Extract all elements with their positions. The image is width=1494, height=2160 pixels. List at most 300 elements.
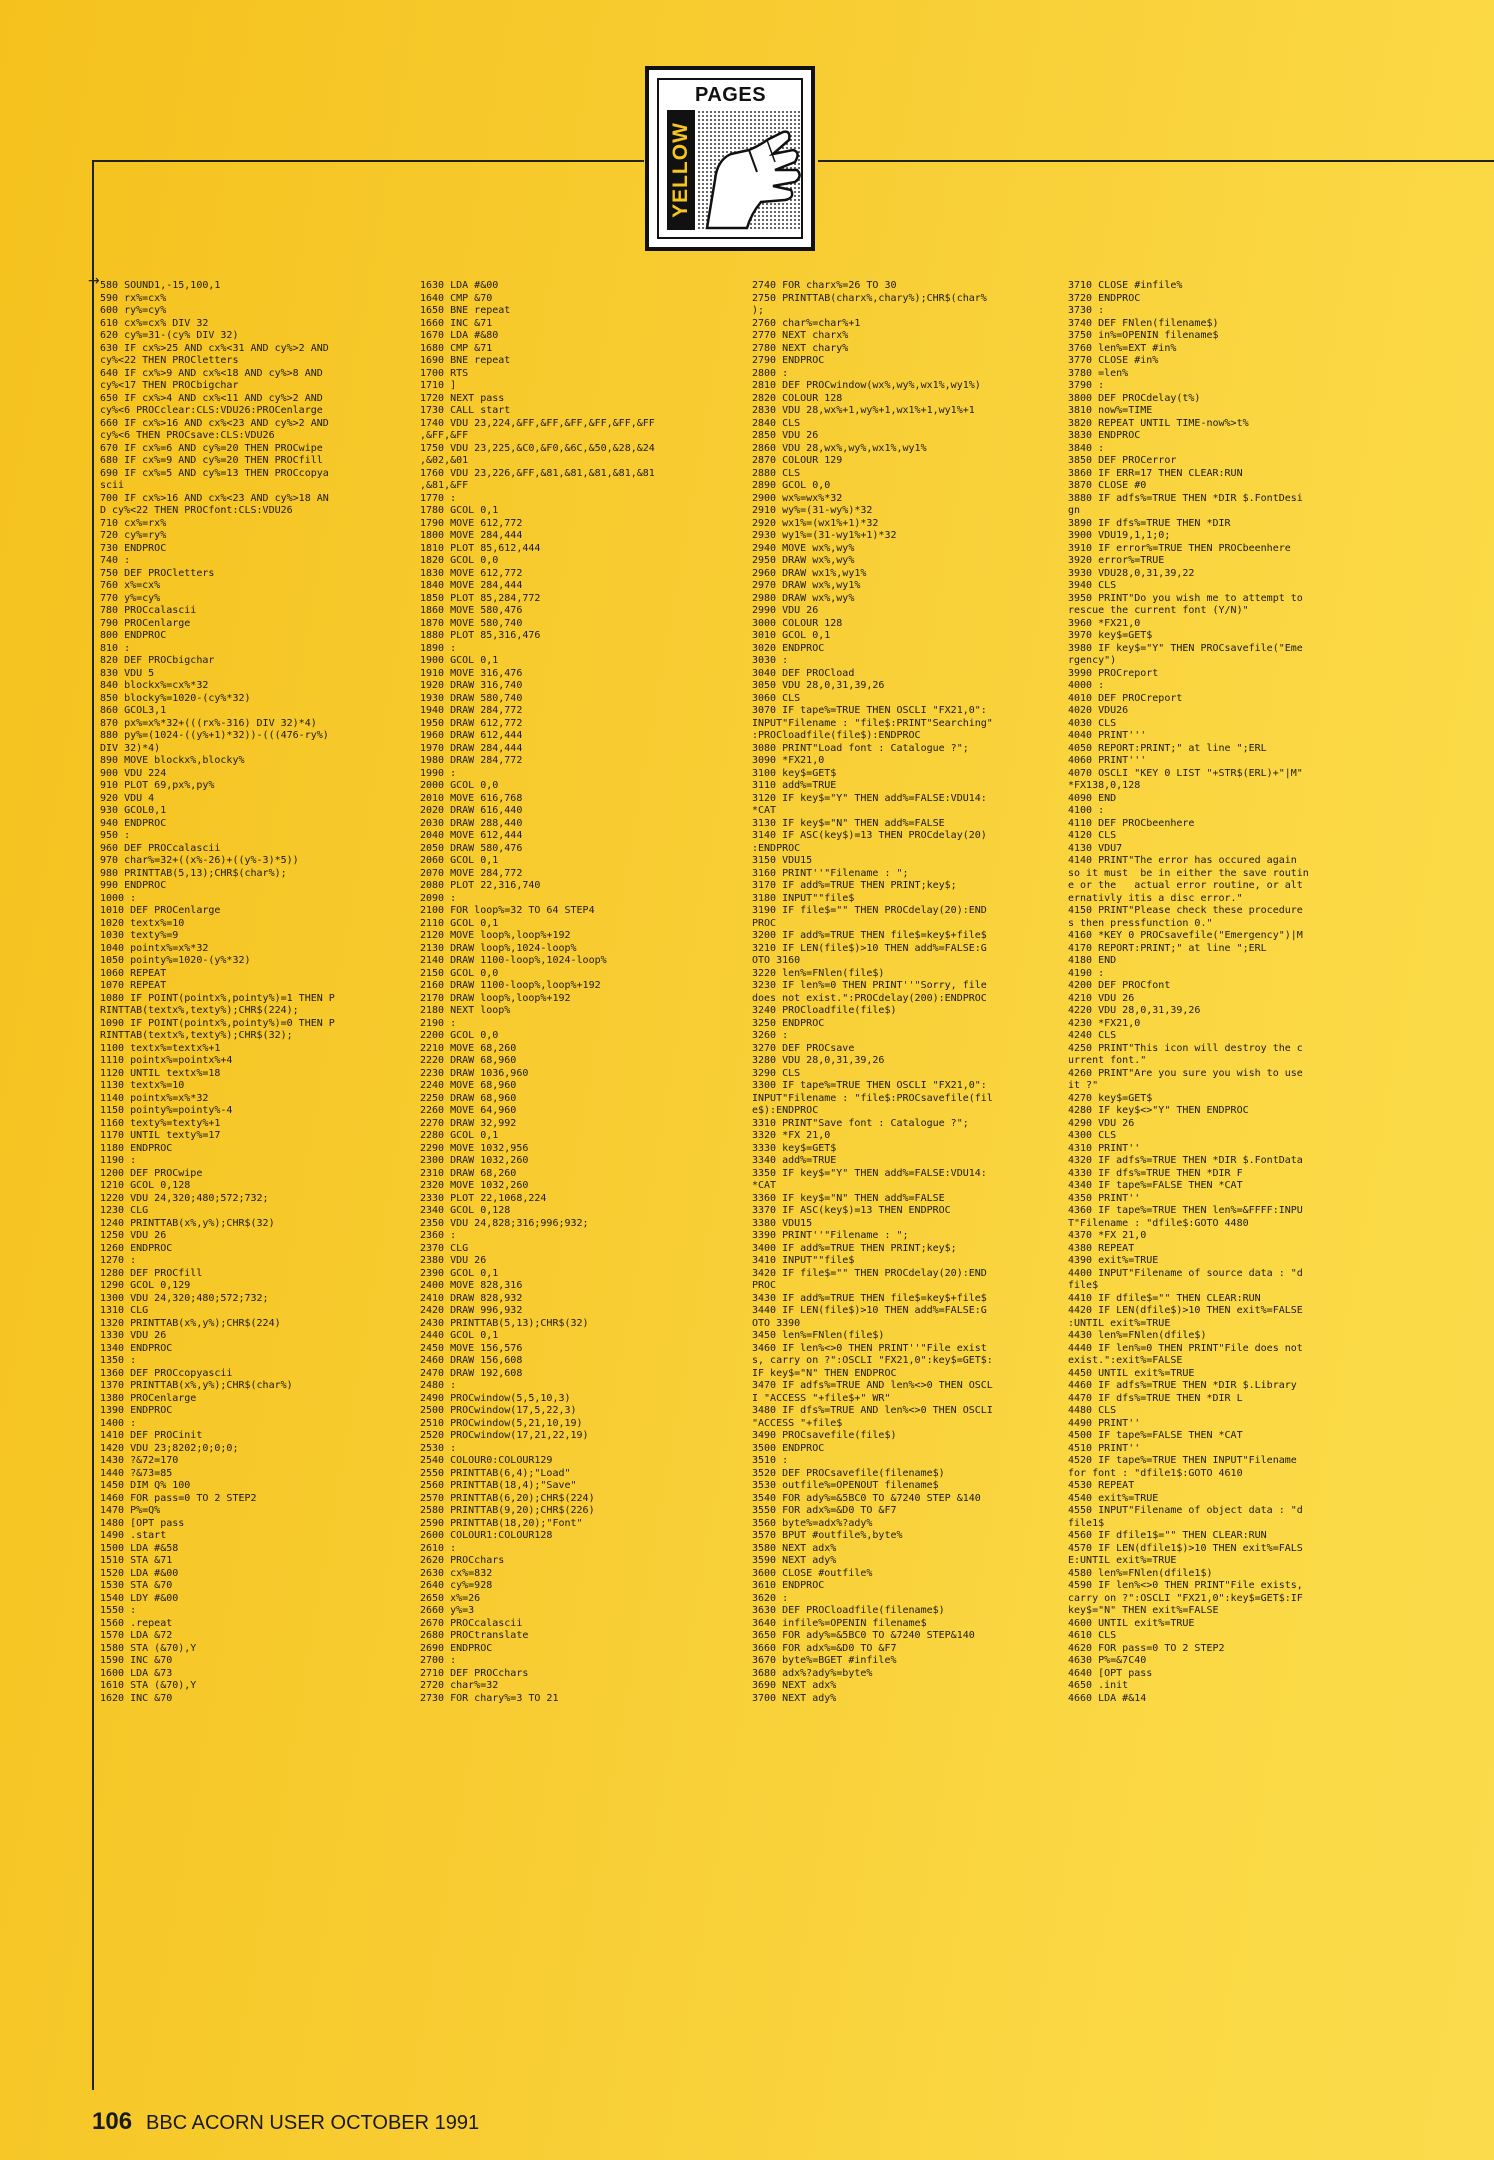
code-line: 4350 PRINT'' <box>1068 1192 1141 1204</box>
code-line: 3810 now%=TIME <box>1068 405 1153 416</box>
code-line: 720 cy%=ry% <box>100 530 167 541</box>
code-line: 2340 GCOL 0,128 <box>420 1205 511 1216</box>
code-line: 1150 pointy%=pointy%-4 <box>100 1105 233 1116</box>
code-line: 1350 : <box>100 1355 137 1366</box>
code-line: 2150 GCOL 0,0 <box>420 967 499 979</box>
code-line: 2820 COLOUR 128 <box>752 392 843 404</box>
code-line: 1320 PRINTTAB(x%,y%);CHR$(224) <box>100 1317 281 1329</box>
code-line: 3240 PROCloadfile(file$) <box>752 1005 897 1016</box>
code-line: RINTTAB(textx%,texty%);CHR$(32); <box>100 1030 293 1041</box>
code-line: 740 : <box>100 555 131 566</box>
code-line: 1590 INC &70 <box>100 1655 173 1666</box>
code-line: 1880 PLOT 85,316,476 <box>420 630 541 641</box>
code-line: T"Filename : "dfile$:GOTO 4480 <box>1068 1217 1249 1229</box>
code-line: 3980 IF key$="Y" THEN PROCsavefile("Eme <box>1068 642 1303 654</box>
code-line: 1410 DEF PROCinit <box>100 1430 203 1441</box>
code-line: 2920 wx1%=(wx1%+1)*32 <box>752 517 879 529</box>
code-line: 1440 ?&73=85 <box>100 1467 173 1479</box>
code-line: 2930 wy1%=(31-wy1%+1)*32 <box>752 530 897 541</box>
code-line: 940 ENDPROC <box>100 817 167 829</box>
code-line: PROC <box>752 1280 777 1291</box>
code-line: 810 : <box>100 642 131 654</box>
code-line: 4470 IF dfs%=TRUE THEN *DIR L <box>1068 1392 1243 1404</box>
code-line: 3540 FOR ady%=&5BC0 TO &7240 STEP &140 <box>752 1492 981 1504</box>
code-line: 2600 COLOUR1:COLOUR128 <box>420 1530 553 1541</box>
code-line: 1640 CMP &70 <box>420 292 493 304</box>
code-line: cy%<17 THEN PROCbigchar <box>100 380 239 391</box>
code-line: 1300 VDU 24,320;480;572;732; <box>100 1292 269 1304</box>
code-line: 4570 IF LEN(dfile1$)>10 THEN exit%=FALS <box>1068 1542 1303 1554</box>
code-line: 1940 DRAW 284,772 <box>420 705 523 716</box>
code-line: 4380 REPEAT <box>1068 1242 1135 1254</box>
code-line: cy%<22 THEN PROCletters <box>100 355 239 366</box>
code-line: 2870 COLOUR 129 <box>752 455 843 466</box>
code-line: 2720 char%=32 <box>420 1680 499 1691</box>
code-line: 1000 : <box>100 892 137 904</box>
code-line: D cy%<22 THEN PROCfont:CLS:VDU26 <box>100 505 293 516</box>
code-line: 3060 CLS <box>752 692 801 704</box>
code-line: 3120 IF key$="Y" THEN add%=FALSE:VDU14: <box>752 792 987 804</box>
code-line: 2480 : <box>420 1380 457 1391</box>
code-line: 3640 infile%=OPENIN filename$ <box>752 1617 927 1629</box>
code-line: 3050 VDU 28,0,31,39,26 <box>752 680 885 691</box>
code-line: 3970 key$=GET$ <box>1068 630 1153 641</box>
code-line: 1340 ENDPROC <box>100 1342 173 1354</box>
code-line: 2100 FOR loop%=32 TO 64 STEP4 <box>420 905 595 916</box>
code-line: 4490 PRINT'' <box>1068 1417 1141 1429</box>
code-line: scii <box>100 480 125 491</box>
code-line: 2240 MOVE 68,960 <box>420 1080 517 1091</box>
code-line: 870 px%=x%*32+(((rx%-316) DIV 32)*4) <box>100 717 317 729</box>
code-line: 3430 IF add%=TRUE THEN file$=key$+file$ <box>752 1292 987 1304</box>
code-line: 3850 DEF PROCerror <box>1068 455 1177 466</box>
code-line: 2550 PRINTTAB(6,4);"Load" <box>420 1467 571 1479</box>
code-line: 2450 MOVE 156,576 <box>420 1342 523 1354</box>
code-line: 2800 : <box>752 367 789 379</box>
code-line: so it must be in either the save routin <box>1068 867 1309 879</box>
code-line: 2490 PROCwindow(5,5,10,3) <box>420 1392 571 1404</box>
code-line: 1620 INC &70 <box>100 1692 173 1704</box>
page-footer <box>92 2108 479 2136</box>
code-line: 2990 VDU 26 <box>752 605 819 616</box>
code-line: rgency") <box>1068 655 1117 666</box>
code-line: *CAT <box>752 805 777 816</box>
hand-illustration-icon <box>697 110 803 230</box>
code-line: s, carry on ?":OSCLI "FX21,0":key$=GET$: <box>752 1355 993 1366</box>
code-line: 2140 DRAW 1100-loop%,1024-loop% <box>420 955 607 966</box>
code-line: OTO 3390 <box>752 1317 801 1329</box>
code-line: 3500 ENDPROC <box>752 1442 825 1454</box>
code-line: 820 DEF PROCbigchar <box>100 655 215 666</box>
code-line: 4480 CLS <box>1068 1405 1117 1416</box>
listing-column-2 <box>420 280 720 1705</box>
code-line: 590 rx%=cx% <box>100 292 167 304</box>
code-line: 4640 [OPT pass <box>1068 1667 1153 1679</box>
code-line: 4560 IF dfile1$="" THEN CLEAR:RUN <box>1068 1530 1267 1541</box>
code-line: 640 IF cx%>9 AND cx%<18 AND cy%>8 AND <box>100 367 323 379</box>
code-line: 3390 PRINT''"Filename : "; <box>752 1230 909 1241</box>
code-line: 2020 DRAW 616,440 <box>420 805 523 816</box>
code-line: 900 VDU 224 <box>100 767 167 779</box>
code-line: 1870 MOVE 580,740 <box>420 617 523 629</box>
code-line: 3580 NEXT adx% <box>752 1542 837 1554</box>
code-line: 1080 IF POINT(pointx%,pointy%)=1 THEN P <box>100 992 335 1004</box>
code-line: 2710 DEF PROCchars <box>420 1667 529 1679</box>
code-line: 3680 adx%?ady%=byte% <box>752 1667 873 1679</box>
code-line: 1480 [OPT pass <box>100 1517 185 1529</box>
code-line: 2110 GCOL 0,1 <box>420 917 499 929</box>
code-line: 3070 IF tape%=TRUE THEN OSCLI "FX21,0": <box>752 705 987 716</box>
code-line: 3650 FOR ady%=&5BC0 TO &7240 STEP&140 <box>752 1630 975 1641</box>
page-number: 106 <box>92 2108 133 2135</box>
code-line: 2940 MOVE wx%,wy% <box>752 542 855 554</box>
code-line: 1790 MOVE 612,772 <box>420 517 523 529</box>
code-line: 2430 PRINTTAB(5,13);CHR$(32) <box>420 1317 589 1329</box>
code-line: 3550 FOR adx%=&D0 TO &F7 <box>752 1505 897 1516</box>
code-line: 1710 ] <box>420 380 457 391</box>
code-line: 3180 INPUT""file$ <box>752 892 855 904</box>
code-line: 2500 PROCwindow(17,5,22,3) <box>420 1405 577 1416</box>
code-line: 1660 INC &71 <box>420 317 493 329</box>
code-line: 2680 PROCtranslate <box>420 1630 529 1641</box>
code-line: carry on ?":OSCLI "FX21,0":key$=GET$:IF <box>1068 1592 1303 1604</box>
code-line: 2160 DRAW 1100-loop%,loop%+192 <box>420 980 601 991</box>
code-line: 1310 CLG <box>100 1305 149 1316</box>
code-line: 3460 IF len%<>0 THEN PRINT''"File exist <box>752 1342 987 1354</box>
code-line: 1070 REPEAT <box>100 980 167 991</box>
code-line: 1400 : <box>100 1417 137 1429</box>
code-line: 1030 texty%=9 <box>100 930 179 941</box>
code-line: 4090 END <box>1068 792 1117 804</box>
code-line: 2060 GCOL 0,1 <box>420 855 499 866</box>
code-line: :ENDPROC <box>752 842 801 854</box>
code-line: 3020 ENDPROC <box>752 642 825 654</box>
code-line: 2620 PROCchars <box>420 1555 505 1566</box>
code-line: 2260 MOVE 64,960 <box>420 1105 517 1116</box>
code-line: 4520 IF tape%=TRUE THEN INPUT"Filename <box>1068 1455 1297 1466</box>
code-line: 2470 DRAW 192,608 <box>420 1367 523 1379</box>
code-line: 3860 IF ERR=17 THEN CLEAR:RUN <box>1068 467 1243 479</box>
code-line: 860 GCOL3,1 <box>100 705 167 716</box>
code-line: 1040 pointx%=x%*32 <box>100 942 209 954</box>
code-line: it ?" <box>1068 1080 1099 1091</box>
code-line: 2080 PLOT 22,316,740 <box>420 880 541 891</box>
logo-frame <box>657 78 803 239</box>
code-line: 1180 ENDPROC <box>100 1142 173 1154</box>
code-line: 3270 DEF PROCsave <box>752 1042 855 1054</box>
code-line: 3140 IF ASC(key$)=13 THEN PROCdelay(20) <box>752 830 987 841</box>
code-line: 2440 GCOL 0,1 <box>420 1330 499 1341</box>
code-line: 4400 INPUT"Filename of source data : "d <box>1068 1267 1303 1279</box>
code-line: 660 IF cx%>16 AND cx%<23 AND cy%>2 AND <box>100 417 329 429</box>
code-line: 2730 FOR chary%=3 TO 21 <box>420 1692 559 1704</box>
code-line: 1550 : <box>100 1605 137 1616</box>
code-line: 1250 VDU 26 <box>100 1230 167 1241</box>
code-line: 2810 DEF PROCwindow(wx%,wy%,wx1%,wy1%) <box>752 380 981 391</box>
code-line: 4110 DEF PROCbeenhere <box>1068 817 1195 829</box>
code-line: 610 cx%=cx% DIV 32 <box>100 317 209 329</box>
code-line: 770 y%=cy% <box>100 592 161 604</box>
code-line: 1460 FOR pass=0 TO 2 STEP2 <box>100 1492 257 1504</box>
listing-column-3 <box>752 280 1062 1705</box>
code-line: 2210 MOVE 68,260 <box>420 1042 517 1054</box>
code-line: 3300 IF tape%=TRUE THEN OSCLI "FX21,0": <box>752 1080 987 1091</box>
code-line: 2610 : <box>420 1542 457 1554</box>
code-line: 4010 DEF PROCreport <box>1068 692 1183 704</box>
code-line: 3940 CLS <box>1068 580 1117 591</box>
code-line: 2750 PRINTTAB(charx%,chary%);CHR$(char% <box>752 292 987 304</box>
code-line: 1520 LDA #&00 <box>100 1567 179 1579</box>
code-line: 1970 DRAW 284,444 <box>420 742 523 754</box>
code-line: 2350 VDU 24,828;316;996;932; <box>420 1217 589 1229</box>
code-line: 3290 CLS <box>752 1067 801 1079</box>
code-line: 2390 GCOL 0,1 <box>420 1267 499 1279</box>
code-line: 4180 END <box>1068 955 1117 966</box>
code-line: 1200 DEF PROCwipe <box>100 1167 203 1179</box>
code-line: 3080 PRINT"Load font : Catalogue ?"; <box>752 742 969 754</box>
code-line: 3130 IF key$="N" THEN add%=FALSE <box>752 817 945 829</box>
code-line: 3110 add%=TRUE <box>752 780 837 791</box>
code-line: 1280 DEF PROCfill <box>100 1267 203 1279</box>
code-line: 1260 ENDPROC <box>100 1242 173 1254</box>
code-line: 2980 DRAW wx%,wy% <box>752 592 855 604</box>
code-line: 2050 DRAW 580,476 <box>420 842 523 854</box>
code-line: 1920 DRAW 316,740 <box>420 680 523 691</box>
code-line: 1680 CMP &71 <box>420 342 493 354</box>
code-line: 3770 CLOSE #in% <box>1068 355 1159 366</box>
code-line: 1600 LDA &73 <box>100 1667 173 1679</box>
code-line: 4060 PRINT''' <box>1068 755 1147 766</box>
code-line: 1490 .start <box>100 1530 167 1541</box>
code-line: 1650 BNE repeat <box>420 305 511 316</box>
code-line: 620 cy%=31-(cy% DIV 32) <box>100 330 239 341</box>
code-line: 3250 ENDPROC <box>752 1017 825 1029</box>
code-line: *FX138,0,128 <box>1068 780 1141 791</box>
code-line: 3780 =len% <box>1068 367 1129 379</box>
code-line: :PROCloadfile(file$):ENDPROC <box>752 730 921 741</box>
code-line: 760 x%=cx% <box>100 580 161 591</box>
code-line: 700 IF cx%>16 AND cx%<23 AND cy%>18 AN <box>100 492 329 504</box>
code-line: 580 SOUND1,-15,100,1 <box>100 280 221 291</box>
code-line: 4030 CLS <box>1068 717 1117 729</box>
code-line: 4500 IF tape%=FALSE THEN *CAT <box>1068 1430 1243 1441</box>
code-line: 3760 len%=EXT #in% <box>1068 342 1177 354</box>
code-line: 3150 VDU15 <box>752 855 813 866</box>
code-line: rescue the current font (Y/N)" <box>1068 605 1249 616</box>
code-line: 3660 FOR adx%=&D0 TO &F7 <box>752 1642 897 1654</box>
code-line: 2460 DRAW 156,608 <box>420 1355 523 1366</box>
code-line: 3610 ENDPROC <box>752 1580 825 1591</box>
code-line: 3490 PROCsavefile(file$) <box>752 1430 897 1441</box>
code-line: 4220 VDU 28,0,31,39,26 <box>1068 1005 1201 1016</box>
code-line: 3350 IF key$="Y" THEN add%=FALSE:VDU14: <box>752 1167 987 1179</box>
code-line: 3840 : <box>1068 442 1105 454</box>
code-line: 2280 GCOL 0,1 <box>420 1130 499 1141</box>
code-line: 4530 REPEAT <box>1068 1480 1135 1491</box>
code-line: DIV 32)*4) <box>100 742 161 754</box>
code-line: 4330 IF dfs%=TRUE THEN *DIR F <box>1068 1167 1243 1179</box>
code-line: 1240 PRINTTAB(x%,y%);CHR$(32) <box>100 1217 275 1229</box>
code-line: 4550 INPUT"Filename of object data : "d <box>1068 1505 1303 1516</box>
code-line: 3790 : <box>1068 380 1105 391</box>
code-line: 2270 DRAW 32,992 <box>420 1117 517 1129</box>
code-line: 1910 MOVE 316,476 <box>420 667 523 679</box>
code-line: 3600 CLOSE #outfile% <box>752 1567 873 1579</box>
code-line: 3720 ENDPROC <box>1068 292 1141 304</box>
code-line: 3320 *FX 21,0 <box>752 1130 831 1141</box>
code-line: 3160 PRINT''"Filename : "; <box>752 867 909 879</box>
code-line: file1$ <box>1068 1517 1105 1529</box>
code-line: 4200 DEF PROCfont <box>1068 980 1171 991</box>
code-line: 2950 DRAW wx%,wy% <box>752 555 855 566</box>
code-line: 1630 LDA #&00 <box>420 280 499 291</box>
code-line: 1360 DEF PROCcopyascii <box>100 1367 233 1379</box>
code-line: 4020 VDU26 <box>1068 705 1129 716</box>
code-line: 4300 CLS <box>1068 1130 1117 1141</box>
code-line: s then pressfunction 0." <box>1068 917 1213 929</box>
code-line: 1330 VDU 26 <box>100 1330 167 1341</box>
code-line: 3950 PRINT"Do you wish me to attempt to <box>1068 592 1303 604</box>
code-line: 630 IF cx%>25 AND cx%<31 AND cy%>2 AND <box>100 342 329 354</box>
code-line: 1980 DRAW 284,772 <box>420 755 523 766</box>
code-line: 1390 ENDPROC <box>100 1405 173 1416</box>
code-line: 3480 IF dfs%=TRUE AND len%<>0 THEN OSCLI <box>752 1405 993 1416</box>
code-line: 2300 DRAW 1032,260 <box>420 1155 529 1166</box>
code-line: 3230 IF len%=0 THEN PRINT''"Sorry, file <box>752 980 987 991</box>
code-line: 2520 PROCwindow(17,21,22,19) <box>420 1430 589 1441</box>
code-line: 4650 .init <box>1068 1680 1129 1691</box>
code-line: 2650 x%=26 <box>420 1592 481 1604</box>
code-line: 3200 IF add%=TRUE THEN file$=key$+file$ <box>752 930 987 941</box>
code-line: for font : "dfile1$:GOTO 4610 <box>1068 1467 1243 1479</box>
code-line: 3030 : <box>752 655 789 666</box>
code-line: 1090 IF POINT(pointx%,pointy%)=0 THEN P <box>100 1017 335 1029</box>
code-line: 4410 IF dfile$="" THEN CLEAR:RUN <box>1068 1292 1261 1304</box>
code-line: 2690 ENDPROC <box>420 1642 493 1654</box>
code-line: 3800 DEF PROCdelay(t%) <box>1068 392 1201 404</box>
code-line: 4100 : <box>1068 805 1105 816</box>
code-line: 4340 IF tape%=FALSE THEN *CAT <box>1068 1180 1243 1191</box>
code-line: 1810 PLOT 85,612,444 <box>420 542 541 554</box>
code-line: 2630 cx%=832 <box>420 1567 493 1579</box>
code-line: 3880 IF adfs%=TRUE THEN *DIR $.FontDesi <box>1068 492 1303 504</box>
code-line: 790 PROCenlarge <box>100 617 191 629</box>
code-line: 920 VDU 4 <box>100 792 155 804</box>
code-line: 3530 outfile%=OPENOUT filename$ <box>752 1480 939 1491</box>
code-line: 2760 char%=char%+1 <box>752 317 861 329</box>
code-line: 1780 GCOL 0,1 <box>420 505 499 516</box>
code-line: 2120 MOVE loop%,loop%+192 <box>420 930 571 941</box>
code-line: 1860 MOVE 580,476 <box>420 605 523 616</box>
code-line: ,&FF,&FF <box>420 430 469 441</box>
code-line: 1290 GCOL 0,129 <box>100 1280 191 1291</box>
code-line: 3670 byte%=BGET #infile% <box>752 1655 897 1666</box>
code-line: 3340 add%=TRUE <box>752 1155 837 1166</box>
code-line: 960 DEF PROCcalascii <box>100 842 221 854</box>
code-line: 3360 IF key$="N" THEN add%=FALSE <box>752 1192 945 1204</box>
code-line: urrent font." <box>1068 1055 1147 1066</box>
code-line: 4260 PRINT"Are you sure you wish to use <box>1068 1067 1303 1079</box>
code-line: 2910 wy%=(31-wy%)*32 <box>752 505 873 516</box>
code-line: 2780 NEXT chary% <box>752 342 849 354</box>
code-line: 1890 : <box>420 642 457 654</box>
code-line: 2700 : <box>420 1655 457 1666</box>
code-line: 3630 DEF PROCloadfile(filename$) <box>752 1605 945 1616</box>
code-line: 2590 PRINTTAB(18,20);"Font" <box>420 1517 583 1529</box>
code-line: 2530 : <box>420 1442 457 1454</box>
logo-pages-text: PAGES <box>695 84 767 106</box>
code-line: *CAT <box>752 1180 777 1191</box>
code-line: 2320 MOVE 1032,260 <box>420 1180 529 1191</box>
code-line: 1020 textx%=10 <box>100 917 185 929</box>
code-line: 1720 NEXT pass <box>420 392 505 404</box>
code-line: 1800 MOVE 284,444 <box>420 530 523 541</box>
code-line: 1530 STA &70 <box>100 1580 173 1591</box>
code-line: 4320 IF adfs%=TRUE THEN *DIR $.FontData <box>1068 1155 1303 1166</box>
code-line: key$="N" THEN exit%=FALSE <box>1068 1605 1219 1616</box>
code-line: 4610 CLS <box>1068 1630 1117 1641</box>
code-line: 1670 LDA #&80 <box>420 330 499 341</box>
code-line: 2040 MOVE 612,444 <box>420 830 523 841</box>
code-line: 1900 GCOL 0,1 <box>420 655 499 666</box>
code-line: 3570 BPUT #outfile%,byte% <box>752 1530 903 1541</box>
code-line: 830 VDU 5 <box>100 667 155 679</box>
code-line: 1130 textx%=10 <box>100 1080 185 1091</box>
code-line: 3750 in%=OPENIN filename$ <box>1068 330 1219 341</box>
code-line: 1190 : <box>100 1155 137 1166</box>
code-line: E:UNTIL exit%=TRUE <box>1068 1555 1177 1566</box>
code-line: 600 ry%=cy% <box>100 305 167 316</box>
code-line: 2190 : <box>420 1017 457 1029</box>
code-line: 1760 VDU 23,226,&FF,&81,&81,&81,&81,&81 <box>420 467 655 479</box>
code-line: 4460 IF adfs%=TRUE THEN *DIR $.Library <box>1068 1380 1297 1391</box>
code-line: 730 ENDPROC <box>100 542 167 554</box>
code-line: 1170 UNTIL texty%=17 <box>100 1130 221 1141</box>
code-line: 4430 len%=FNlen(dfile$) <box>1068 1330 1207 1341</box>
code-line: 930 GCOL0,1 <box>100 805 167 816</box>
code-line: 1770 : <box>420 492 457 504</box>
code-line: 680 IF cx%=9 AND cy%=20 THEN PROCfill <box>100 455 323 466</box>
code-line: 4070 OSCLI "KEY 0 LIST "+STR$(ERL)+"|M" <box>1068 767 1303 779</box>
code-line: 2420 DRAW 996,932 <box>420 1305 523 1316</box>
code-line: 2960 DRAW wx1%,wy1% <box>752 567 867 579</box>
listing-column-4 <box>1068 280 1378 1705</box>
code-line: ,&02,&01 <box>420 455 469 466</box>
code-line: 2360 : <box>420 1230 457 1241</box>
code-line: 990 ENDPROC <box>100 880 167 891</box>
code-line: 2900 wx%=wx%*32 <box>752 492 843 504</box>
code-line: 910 PLOT 69,px%,py% <box>100 780 215 791</box>
code-line: 1830 MOVE 612,772 <box>420 567 523 579</box>
code-line: 4120 CLS <box>1068 830 1117 841</box>
logo-yellow-text: YELLOW <box>667 110 695 230</box>
yellow-pages-logo <box>645 66 815 251</box>
code-line: 3740 DEF FNlen(filename$) <box>1068 317 1219 329</box>
code-line: 4170 REPORT:PRINT;" at line ";ERL <box>1068 942 1267 954</box>
code-line: 2000 GCOL 0,0 <box>420 780 499 791</box>
code-line: 690 IF cx%=5 AND cy%=13 THEN PROCcopya <box>100 467 329 479</box>
code-line: 3960 *FX21,0 <box>1068 617 1141 629</box>
code-line: 4250 PRINT"This icon will destroy the c <box>1068 1042 1303 1054</box>
code-line: 1270 : <box>100 1255 137 1266</box>
code-line: 1420 VDU 23;8202;0;0;0; <box>100 1442 239 1454</box>
code-line: 1160 texty%=texty%+1 <box>100 1117 221 1129</box>
code-line: gn <box>1068 505 1081 516</box>
code-line: 4210 VDU 26 <box>1068 992 1135 1004</box>
code-line: 850 blocky%=1020-(cy%*32) <box>100 692 251 704</box>
code-line: 3700 NEXT ady% <box>752 1692 837 1704</box>
code-line: 1430 ?&72=170 <box>100 1455 179 1466</box>
